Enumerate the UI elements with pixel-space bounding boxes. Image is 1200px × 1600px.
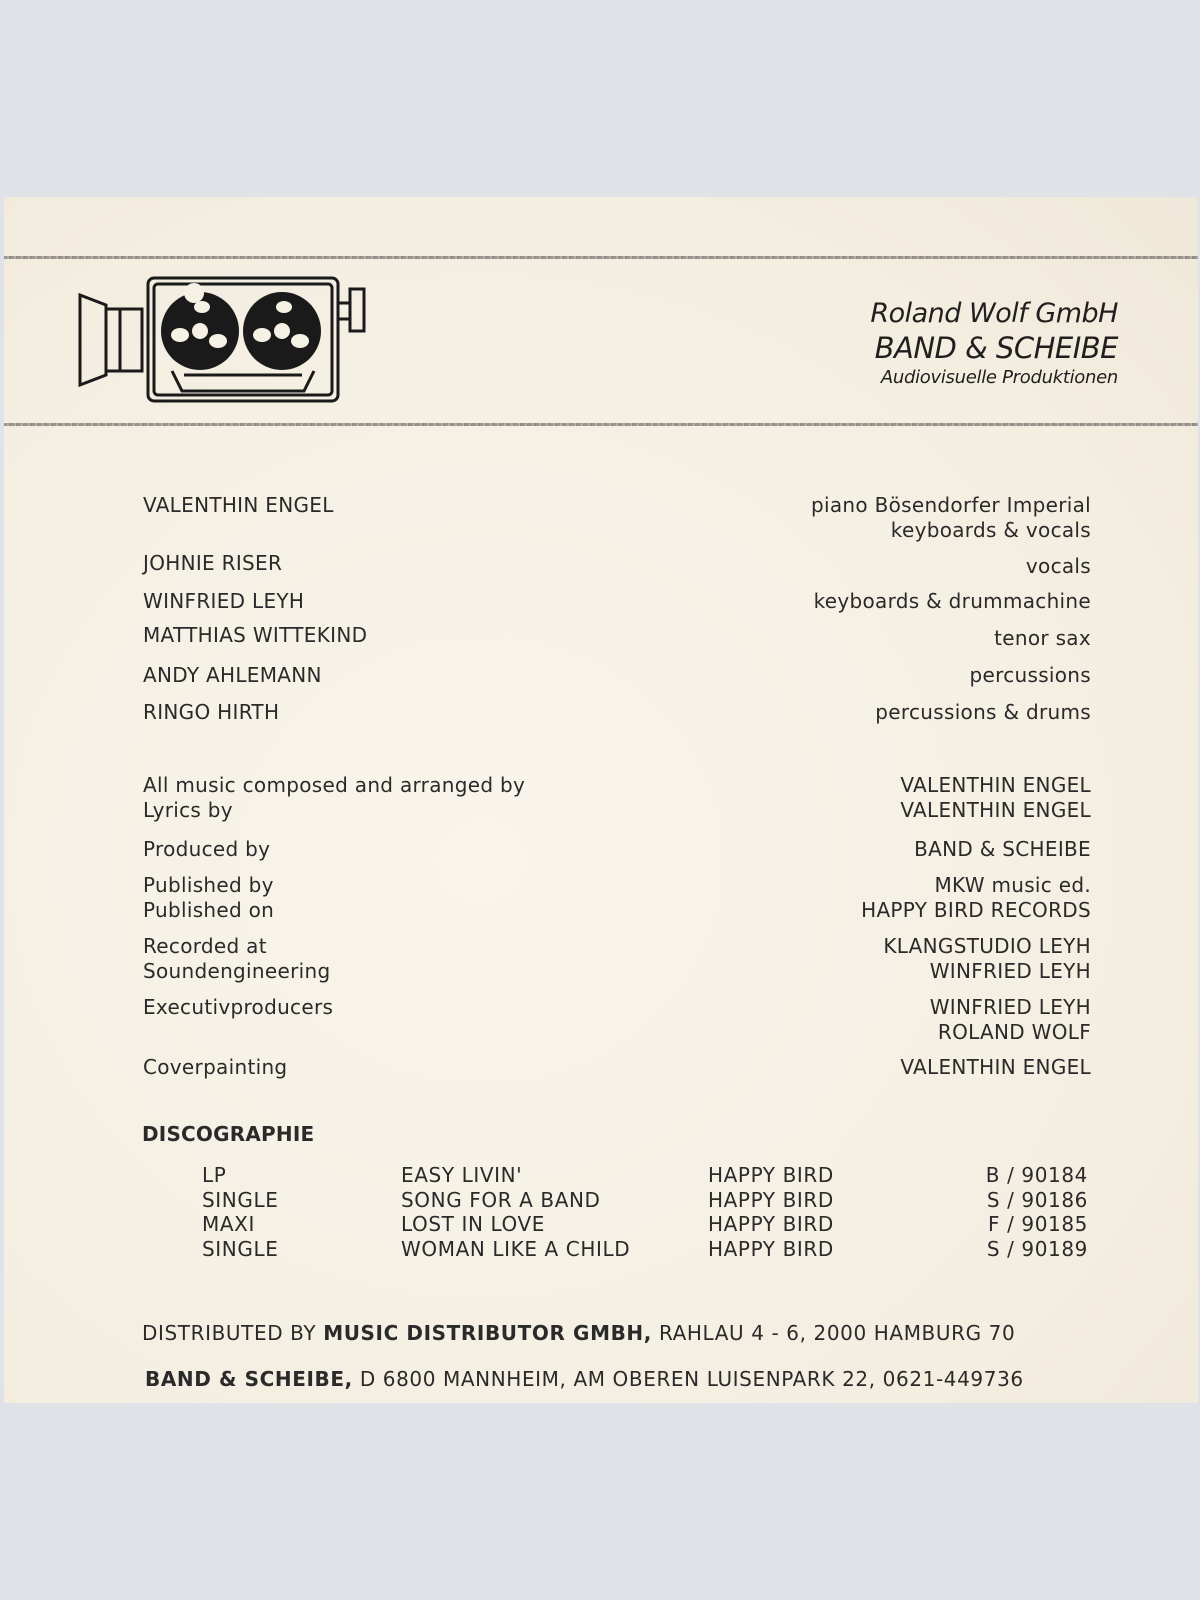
credit-label: Published by xyxy=(143,873,274,897)
credit-label: Soundengineering xyxy=(143,959,331,983)
credit-label: Executivproducers xyxy=(143,995,334,1019)
musician-role: tenor sax xyxy=(994,626,1091,650)
label-name: BAND & SCHEIBE, xyxy=(145,1367,353,1391)
company-brand: BAND & SCHEIBE xyxy=(874,331,1118,365)
musician-name: MATTHIAS WITTEKIND xyxy=(143,623,368,647)
company-block xyxy=(870,297,1118,391)
header-divider xyxy=(4,423,1198,426)
credit-label: All music composed and arranged by xyxy=(143,773,526,797)
credit-label: Coverpainting xyxy=(143,1055,288,1079)
credit-value: VALENTHIN ENGEL xyxy=(900,1055,1091,1079)
release-format: SINGLE xyxy=(202,1236,279,1261)
credit-value: KLANGSTUDIO LEYH xyxy=(883,934,1091,958)
discography-row xyxy=(202,1212,1102,1237)
release-format: MAXI xyxy=(202,1212,255,1236)
credit-label: Recorded at xyxy=(143,934,267,958)
record-sleeve-sheet xyxy=(4,197,1198,1403)
musician-role: keyboards & drummachine xyxy=(813,589,1091,613)
musician-role: percussions xyxy=(969,663,1091,687)
credit-value: BAND & SCHEIBE xyxy=(914,837,1091,861)
musician-name: ANDY AHLEMANN xyxy=(143,663,322,687)
distributor-name: MUSIC DISTRIBUTOR GMBH, xyxy=(323,1321,652,1345)
musician-name: RINGO HIRTH xyxy=(143,700,280,724)
release-catalog: S / 90189 xyxy=(986,1236,1088,1261)
credit-label: Produced by xyxy=(143,837,271,861)
label-address-line xyxy=(145,1367,1024,1391)
credit-label: Published on xyxy=(143,898,275,922)
credit-value: ROLAND WOLF xyxy=(937,1020,1091,1044)
discography-title: DISCOGRAPHIE xyxy=(142,1122,315,1146)
musician-role: keyboards & vocals xyxy=(890,518,1091,542)
credit-value: WINFRIED LEYH xyxy=(929,995,1091,1019)
release-catalog: B / 90184 xyxy=(985,1163,1088,1187)
musician-role: percussions & drums xyxy=(875,700,1091,724)
release-format: LP xyxy=(202,1163,227,1187)
distributor-address: RAHLAU 4 - 6, 2000 HAMBURG 70 xyxy=(658,1321,1016,1345)
release-label: HAPPY BIRD xyxy=(708,1187,834,1212)
musician-role: vocals xyxy=(1025,554,1091,578)
top-divider xyxy=(4,256,1198,259)
label-address: D 6800 MANNHEIM, AM OBEREN LUISENPARK 22, 0621-449736 xyxy=(359,1367,1024,1391)
release-catalog: F / 90185 xyxy=(988,1212,1088,1236)
release-title: EASY LIVIN' xyxy=(401,1163,523,1187)
musician-name: JOHNIE RISER xyxy=(143,551,283,575)
discography-row xyxy=(202,1163,1102,1188)
distribution-prefix: DISTRIBUTED BY xyxy=(142,1321,317,1345)
release-title: LOST IN LOVE xyxy=(401,1212,545,1236)
credit-value: WINFRIED LEYH xyxy=(929,959,1091,983)
release-format: SINGLE xyxy=(202,1187,279,1212)
distribution-line xyxy=(142,1321,1015,1345)
discography-table xyxy=(202,1163,1102,1261)
release-title: SONG FOR A BAND xyxy=(401,1187,601,1212)
credit-value: MKW music ed. xyxy=(934,873,1091,897)
tape-recorder-camera-icon xyxy=(76,275,372,407)
release-catalog: S / 90186 xyxy=(986,1187,1088,1212)
discography-row xyxy=(202,1188,1102,1213)
release-title: WOMAN LIKE A CHILD xyxy=(401,1236,631,1261)
company-name: Roland Wolf GmbH xyxy=(870,298,1118,329)
company-tagline: Audiovisuelle Produktionen xyxy=(880,367,1118,388)
credit-value: VALENTHIN ENGEL xyxy=(900,798,1091,822)
musician-name: VALENTHIN ENGEL xyxy=(143,493,334,517)
credit-label: Lyrics by xyxy=(143,798,233,822)
release-label: HAPPY BIRD xyxy=(708,1212,834,1236)
credit-value: VALENTHIN ENGEL xyxy=(900,773,1091,797)
musician-name: WINFRIED LEYH xyxy=(143,589,305,613)
discography-row xyxy=(202,1237,1102,1262)
credit-value: HAPPY BIRD RECORDS xyxy=(861,898,1091,922)
release-label: HAPPY BIRD xyxy=(708,1236,834,1261)
musician-role: piano Bösendorfer Imperial xyxy=(811,493,1091,517)
release-label: HAPPY BIRD xyxy=(708,1163,834,1187)
